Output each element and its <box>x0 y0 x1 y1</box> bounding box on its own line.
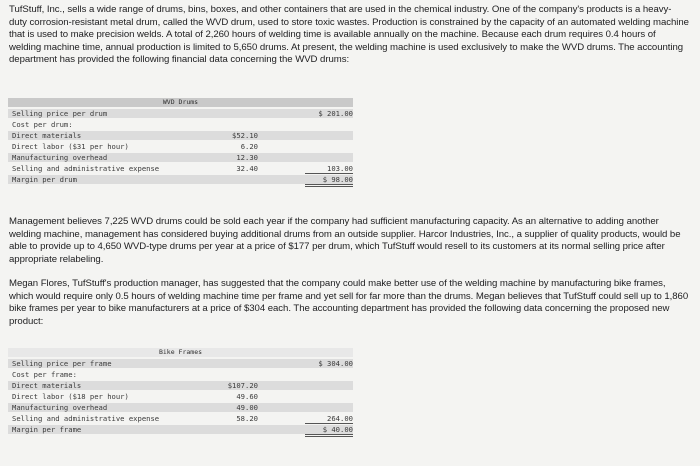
cost-component-value: 49.60 <box>236 392 258 401</box>
row-label: Selling and administrative expense <box>12 414 160 423</box>
table-row <box>8 109 353 118</box>
row-label: Margin per drum <box>12 175 77 184</box>
row-label: Selling price per drum <box>12 109 108 118</box>
row-label: Direct labor ($31 per hour) <box>12 142 129 151</box>
total-value: $ 40.00 <box>305 425 353 437</box>
table-row <box>8 392 353 401</box>
cost-component-value: $52.10 <box>232 131 258 140</box>
total-value: $ 304.00 <box>318 359 353 368</box>
cost-component-value: 6.20 <box>240 142 258 151</box>
row-label: Selling price per frame <box>12 359 112 368</box>
table-row <box>8 381 353 390</box>
row-label: Margin per frame <box>12 425 82 434</box>
row-label: Direct materials <box>12 131 82 140</box>
total-value: $ 201.00 <box>318 109 353 118</box>
row-label: Manufacturing overhead <box>12 403 108 412</box>
table-row <box>8 370 353 379</box>
row-label: Direct labor ($18 per hour) <box>12 392 129 401</box>
total-value: 103.00 <box>305 164 353 174</box>
row-label: Manufacturing overhead <box>12 153 108 162</box>
table-row <box>8 131 353 140</box>
wvd-drums-table <box>8 98 353 190</box>
management-paragraph: Management believes 7,225 WVD drums could be sold each year if the company had sufficient manufacturing capacity. As an alternative to adding another welding machine, management has considered buying additional drums from an outside supplier. Harcor Industries, Inc., a supplier of quality products, would be able to provide up to 4,650 WVD-type drums per year at a price of $177 per drum, which TufStuff would resell to its customers at its normal selling price after appropriate relabeling. <box>9 216 681 265</box>
cost-component-value: 12.30 <box>236 153 258 162</box>
table-row <box>8 153 353 162</box>
table-row <box>8 164 353 173</box>
table-row <box>8 142 353 151</box>
intro-paragraph: TufStuff, Inc., sells a wide range of drums, bins, boxes, and other containers that are used in the chemical industry. One of the company's products is a heavy-duty corrosion-resistant metal drum, called the WVD drum, used to store toxic wastes. Production is constrained by the capacity of an automated welding machine that is used to make precision welds. A total of 2,260 hours of welding time is available annually on the machine. Because each drum requires 0.4 hours of welding machine time, annual production is limited to 5,650 drums. At present, the welding machine is used exclusively to make the WVD drums. The accounting department has provided the following financial data concerning the WVD drums: <box>9 4 689 66</box>
table-row <box>8 425 353 434</box>
row-label: Cost per frame: <box>12 370 77 379</box>
row-label: Selling and administrative expense <box>12 164 160 173</box>
table-row <box>8 175 353 184</box>
bike-frames-table <box>8 348 353 442</box>
total-value: $ 98.00 <box>305 175 353 187</box>
row-label: Cost per drum: <box>12 120 73 129</box>
cost-component-value: $107.20 <box>227 381 258 390</box>
table-row <box>8 403 353 412</box>
cost-component-value: 49.00 <box>236 403 258 412</box>
table-row <box>8 359 353 368</box>
row-label: Direct materials <box>12 381 82 390</box>
cost-component-value: 32.40 <box>236 164 258 173</box>
table-row <box>8 120 353 129</box>
megan-paragraph: Megan Flores, TufStuff's production manager, has suggested that the company could make better use of the welding machine by manufacturing bike frames, which would require only 0.5 hours of welding machine time per frame and yet sell for far more than the drums. Megan believes that TufStuff could sell up to 1,860 bike frames per year to bike manufacturers at a price of $304 each. The accounting department has provided the following data concerning the proposed new product: <box>9 278 689 327</box>
cost-component-value: 58.20 <box>236 414 258 423</box>
wvd-table-header: WVD Drums <box>8 98 353 107</box>
table-row <box>8 414 353 423</box>
bike-table-header: Bike Frames <box>8 348 353 357</box>
total-value: 264.00 <box>305 414 353 424</box>
